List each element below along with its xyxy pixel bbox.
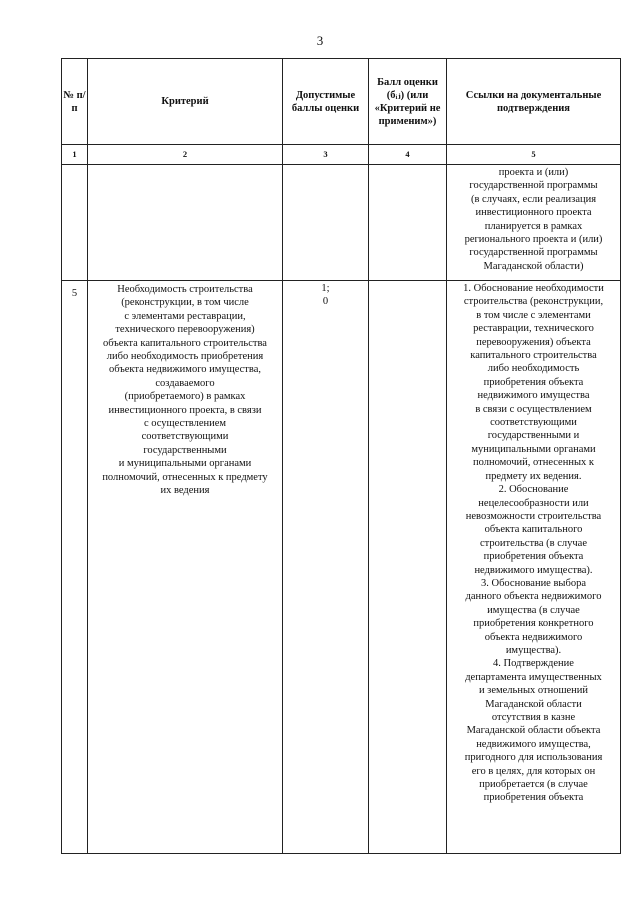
text-line: недвижимого имущества). [474, 564, 593, 576]
text-line: полномочий, отнесенных к [473, 457, 594, 469]
text-line: создаваемого [155, 377, 215, 389]
text-line: (реконструкции, в том числе [121, 297, 249, 309]
text-line: 4. Подтверждение [493, 658, 574, 670]
column-number-4: 4 [369, 145, 447, 165]
column-number-5: 5 [447, 145, 621, 165]
text-line: регионального проекта и (или) [464, 234, 603, 246]
text-line: 1. Обоснование необходимости [463, 283, 604, 294]
continuation-cell-4 [369, 165, 447, 281]
header-rating: Балл оценки (бᵢⱼ) (или «Критерий не применим») [369, 59, 447, 145]
criteria-table [61, 58, 621, 854]
text-line: инвестиционного проекта, в связи [108, 404, 262, 416]
column-number-2: 2 [88, 145, 283, 165]
text-line: в связи с осуществлением [475, 403, 592, 415]
header-criterion: Критерий [88, 59, 283, 145]
text-line: пригодного для использования [464, 752, 603, 764]
text-line: муниципальными органами [471, 443, 596, 455]
text-line: 3. Обоснование выбора [481, 577, 586, 589]
text-line: полномочий, отнесенных к предмету [102, 471, 268, 483]
table-row-5 [62, 281, 621, 854]
text-line: с элементами реставрации, [124, 310, 246, 322]
text-line: имущества (в случае [487, 604, 580, 616]
text-line: объекта капитального строительства [103, 337, 267, 349]
text-line: и муниципальными органами [118, 458, 252, 470]
text-line: строительства (в случае [480, 537, 587, 549]
text-line: (приобретаемого) в рамках [124, 391, 246, 403]
text-line: приобретения объекта [483, 376, 584, 388]
row-number: 5 [62, 281, 88, 854]
criterion-text [88, 281, 283, 854]
column-number-1: 1 [62, 145, 88, 165]
text-line: государственной программы [469, 247, 598, 259]
text-line: приобретения конкретного [473, 618, 594, 630]
text-line: невозможности строительства [465, 510, 602, 522]
text-line: соответствующими [490, 417, 577, 429]
text-line: нецелесообразности или [478, 497, 589, 509]
text-line: Магаданской области [485, 698, 582, 710]
text-line: и земельных отношений [478, 685, 589, 697]
text-line: строительства (реконструкции, [463, 296, 604, 308]
text-line: объекта капитального [484, 524, 583, 536]
continuation-cell-1 [62, 165, 88, 281]
text-line: предмету их ведения. [485, 470, 582, 482]
text-line: 2. Обоснование [498, 484, 569, 496]
text-line: либо необходимость [487, 363, 580, 375]
continuation-cell-2 [88, 165, 283, 281]
text-line: департамента имущественных [465, 671, 602, 683]
text-line: приобретения объекта [483, 551, 584, 563]
text-line: объекта недвижимого имущества, [108, 364, 261, 376]
text-line: (в случаях, если реализация [470, 193, 597, 205]
text-line: отсутствия в казне [491, 712, 576, 723]
rating-cell [369, 281, 447, 854]
text-line: имущества). [505, 644, 562, 656]
text-line: реставрации, технического [473, 323, 594, 335]
text-line: данного объекта недвижимого [465, 591, 602, 603]
references-text [447, 281, 621, 854]
text-line: недвижимого имущества [477, 390, 590, 402]
header-allowed-scores: Допустимые баллы оценки [283, 59, 369, 145]
text-line: государственными [143, 444, 227, 456]
page-number: 3 [316, 33, 324, 48]
text-line: с осуществлением [143, 418, 227, 430]
text-line: проекта и (или) [498, 167, 569, 178]
text-line: объекта недвижимого [484, 631, 583, 643]
score-value: 1; [321, 283, 330, 294]
text-line: инвестиционного проекта [475, 207, 592, 219]
continuation-cell-3 [283, 165, 369, 281]
text-line: их ведения [160, 485, 210, 497]
text-line: государственной программы [469, 180, 598, 192]
text-line: приобретения объекта [483, 792, 584, 804]
text-line: в том числе с элементами [476, 309, 591, 321]
text-line: технического перевооружения) [115, 324, 255, 336]
text-line: недвижимого имущества, [476, 738, 591, 750]
header-references: Ссылки на документальные подтверждения [447, 59, 621, 145]
text-line: либо необходимость приобретения [106, 351, 264, 363]
column-number-3: 3 [283, 145, 369, 165]
continuation-row [62, 165, 621, 281]
text-line: Магаданской области объекта [466, 725, 601, 737]
text-line: Магаданской области) [483, 260, 584, 272]
text-line: его в целях, для которых он [471, 765, 596, 777]
text-line: приобретается (в случае [479, 779, 588, 791]
header-number: № п/п [62, 59, 88, 145]
score-value: 0 [322, 296, 329, 308]
text-line: государственными и [487, 430, 580, 442]
column-number-row [62, 145, 621, 165]
text-line: перевооружения) объекта [476, 336, 591, 348]
text-line: планируется в рамках [484, 220, 583, 232]
table-header-row [62, 59, 621, 145]
text-line: Необходимость строительства [117, 284, 253, 295]
allowed-scores [283, 281, 369, 854]
continuation-references [447, 165, 621, 281]
text-line: капитального строительства [470, 350, 597, 362]
text-line: соответствующими [141, 431, 229, 443]
